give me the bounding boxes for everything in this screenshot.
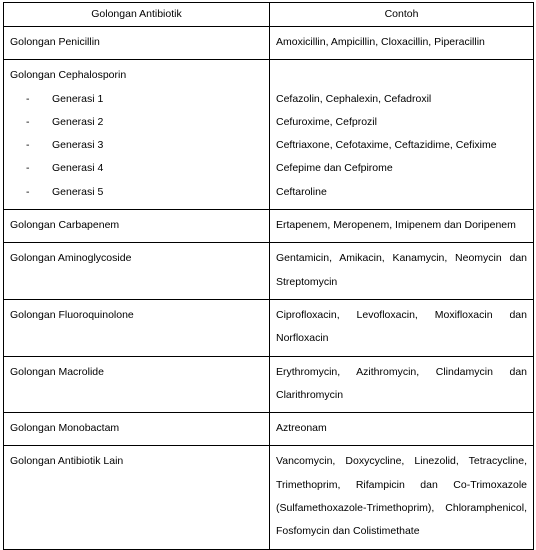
group-cell: Golongan Carbapenem	[4, 210, 270, 243]
examples-cell: Erythromycin, Azithromycin, Clindamycin dan Clarithromycin	[270, 356, 534, 413]
header-row	[4, 3, 534, 27]
table-row	[4, 356, 534, 413]
generation-item	[10, 88, 263, 111]
dash-bullet: -	[26, 115, 30, 128]
group-cell: Golongan Monobactam	[4, 413, 270, 446]
generation-item	[10, 134, 263, 157]
examples-cell: Amoxicillin, Ampicillin, Cloxacillin, Piperacillin	[270, 27, 534, 60]
generation-label: Generasi 3	[52, 139, 104, 152]
group-cell: Golongan Penicillin	[4, 27, 270, 60]
generation-examples: Ceftriaxone, Cefotaxime, Ceftazidime, Cefixime	[276, 139, 497, 152]
table-row	[4, 413, 534, 446]
table-row	[4, 210, 534, 243]
blank-line	[276, 64, 527, 87]
generation-examples: Cefuroxime, Cefprozil	[276, 115, 377, 128]
generation-item	[10, 157, 263, 180]
group-label: Golongan Cephalosporin	[10, 69, 127, 82]
generation-examples: Ceftaroline	[276, 185, 327, 198]
examples-cell: Aztreonam	[270, 413, 534, 446]
examples-cell: Vancomycin, Doxycycline, Linezolid, Tetracycline, Trimethoprim, Rifampicin dan Co-Trimoxazole (Sulfamethoxazole-Trimethoprim), Chloramphenicol, Fosfomycin dan Colistimethate	[270, 446, 534, 549]
examples-cell: Ertapenem, Meropenem, Imipenem dan Doripenem	[270, 210, 534, 243]
group-cell: Golongan Antibiotik Lain	[4, 446, 270, 549]
generation-label: Generasi 5	[52, 185, 104, 198]
table-row	[4, 27, 534, 60]
table-row	[4, 243, 534, 300]
dash-bullet: -	[26, 139, 30, 152]
group-cell	[4, 60, 270, 210]
generation-label: Generasi 4	[52, 162, 104, 175]
dash-bullet: -	[26, 185, 30, 198]
dash-bullet: -	[26, 162, 30, 175]
generation-examples: Cefazolin, Cephalexin, Cefadroxil	[276, 92, 432, 105]
header-examples: Contoh	[270, 3, 534, 27]
table-row	[4, 299, 534, 356]
table-row	[4, 60, 534, 210]
dash-bullet: -	[26, 92, 30, 105]
generation-item	[10, 111, 263, 134]
group-cell: Golongan Aminoglycoside	[4, 243, 270, 300]
generation-item	[10, 181, 263, 204]
generation-label: Generasi 1	[52, 92, 104, 105]
antibiotic-table	[3, 2, 534, 550]
examples-cell	[270, 60, 534, 210]
examples-cell: Gentamicin, Amikacin, Kanamycin, Neomycin dan Streptomycin	[270, 243, 534, 300]
header-group: Golongan Antibiotik	[4, 3, 270, 27]
examples-cell: Ciprofloxacin, Levofloxacin, Moxifloxacin dan Norfloxacin	[270, 299, 534, 356]
group-cell: Golongan Macrolide	[4, 356, 270, 413]
generation-label: Generasi 2	[52, 115, 104, 128]
generation-examples: Cefepime dan Cefpirome	[276, 162, 393, 175]
group-cell: Golongan Fluoroquinolone	[4, 299, 270, 356]
